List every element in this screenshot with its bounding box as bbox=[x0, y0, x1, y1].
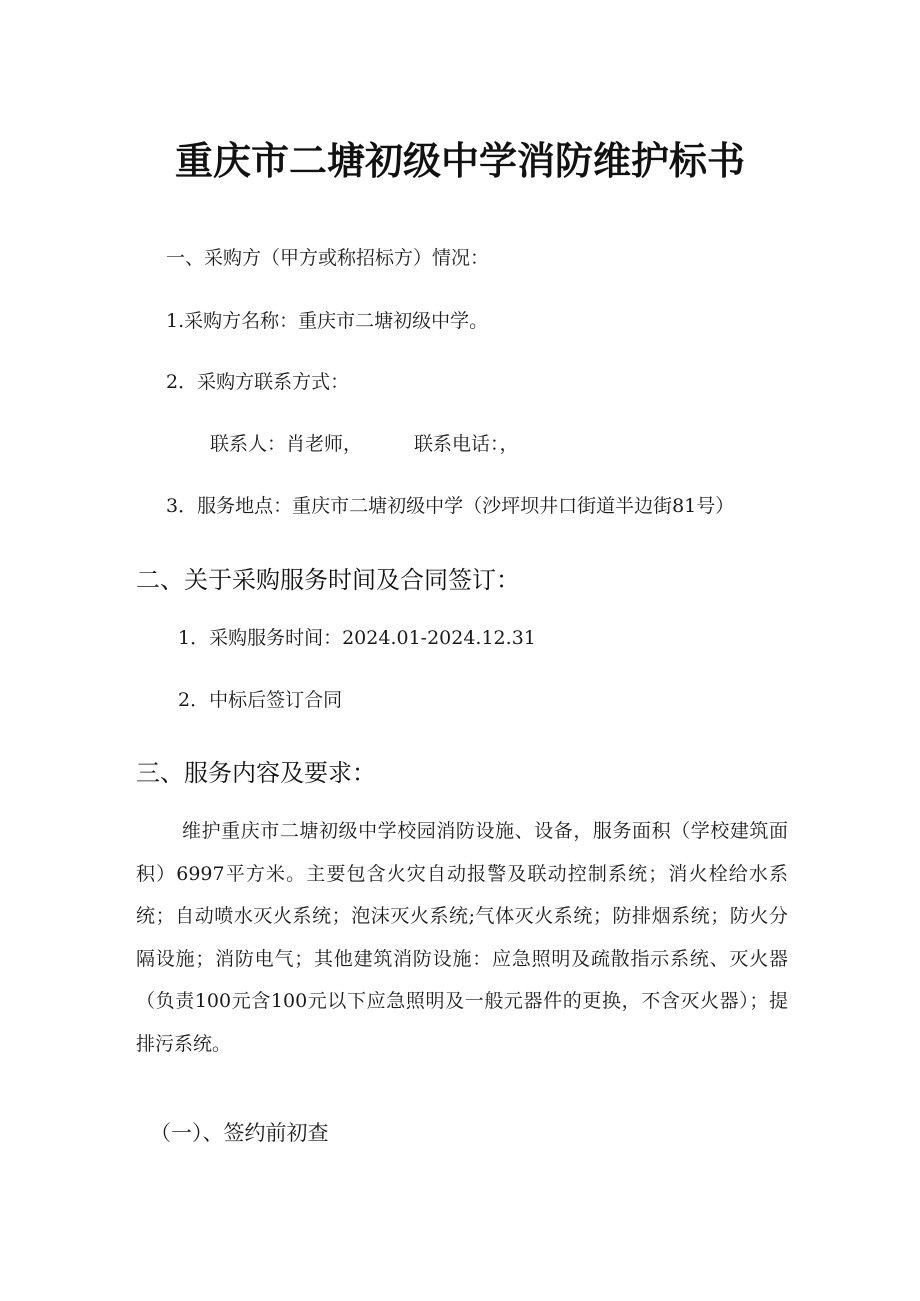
section1-item-service-location: 3．服务地点：重庆市二塘初级中学（沙坪坝井口街道半边街81号） bbox=[166, 495, 735, 517]
section1-item-contact-method: 2．采购方联系方式： bbox=[166, 371, 350, 393]
section2-heading: 二、关于采购服务时间及合同签订： bbox=[136, 566, 520, 594]
service-content-paragraph: 维护重庆市二塘初级中学校园消防设施、设备，服务面积（学校建筑面积）6997平方米。主要包含火灾自动报警及联动控制系统；消火栓给水系统；自动喷水灭火系统；泡沫灭火系统;气体灭火系统；防排烟系统；防火分隔设施；消防电气；其他建筑消防设施：应急照明及疏散指示系统、灭火器（负责100元含100元以下应急照明及一般元器件的更换，不含灭火器）；提排污系统。 bbox=[136, 820, 788, 1055]
section1-item-purchaser-name: 1.采购方名称：重庆市二塘初级中学。 bbox=[166, 310, 489, 332]
section2-item-service-time: 1．采购服务时间：2024.01-2024.12.31 bbox=[178, 627, 536, 649]
section2-item-contract: 2．中标后签订合同 bbox=[178, 689, 343, 711]
section3-heading: 三、服务内容及要求： bbox=[136, 759, 376, 787]
contact-phone: 联系电话：， bbox=[414, 433, 519, 455]
contact-person: 联系人：肖老师， bbox=[210, 433, 363, 455]
contact-line bbox=[210, 429, 519, 456]
section1-heading: 一、采购方（甲方或称招标方）情况： bbox=[166, 247, 490, 269]
subsection-heading: （一）、签约前初查 bbox=[150, 1121, 329, 1145]
document-title: 重庆市二塘初级中学消防维护标书 bbox=[174, 139, 745, 183]
